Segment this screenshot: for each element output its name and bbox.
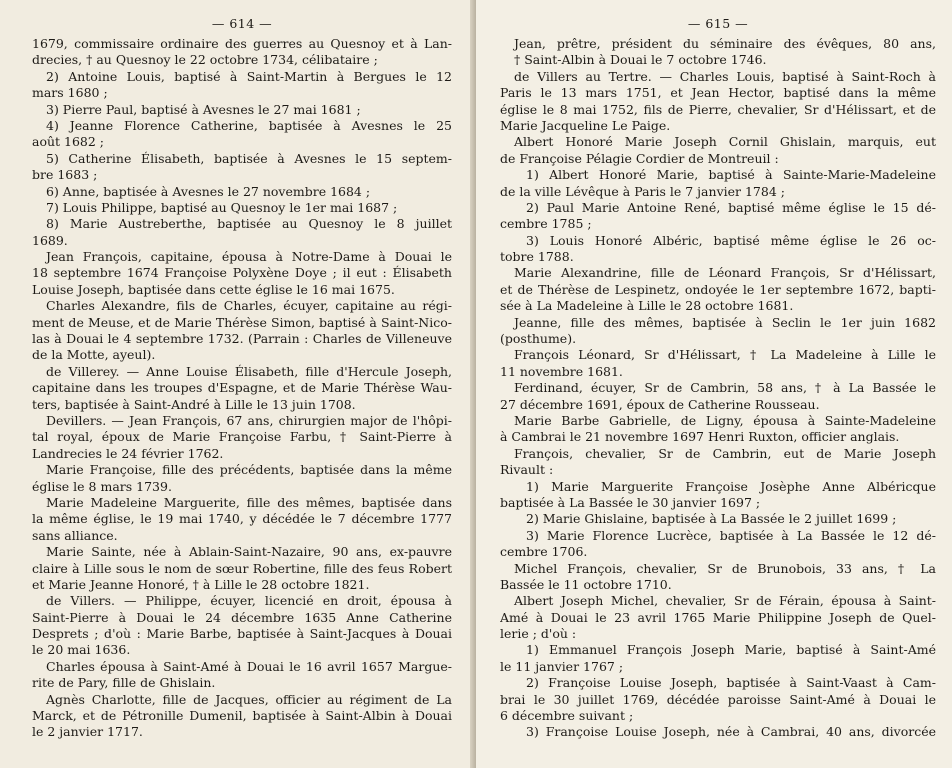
text-line: François Léonard, Sr d'Hélissart, † La Madeleine à Lille le (514, 347, 936, 363)
text-line: 6) Anne, baptisée à Avesnes le 27 novembre 1684 ; (46, 183, 371, 199)
text-body (32, 36, 452, 741)
text-line: bre 1683 ; (32, 167, 98, 183)
text-line: lerie ; d'où : (500, 626, 577, 642)
text-line: capitaine dans les troupes d'Espagne, et de Marie Thérèse Wau- (32, 380, 452, 396)
text-line: la même église, le 19 mai 1740, y décédée le 7 décembre 1777 (32, 511, 452, 527)
text-line: (posthume). (500, 331, 577, 347)
right-page (476, 0, 952, 768)
text-line: baptisée à La Bassée le 30 janvier 1697 ; (500, 494, 761, 510)
text-line: le 2 janvier 1717. (32, 724, 143, 740)
text-line: 8) Marie Austreberthe, baptisée au Quesnoy le 8 juillet (46, 216, 452, 232)
text-line: drecies, † au Quesnoy le 22 octobre 1734, célibataire ; (32, 52, 378, 68)
text-line: Amé à Douai le 23 avril 1765 Marie Philippine Joseph de Quel- (500, 609, 936, 625)
text-line: à Cambrai le 21 novembre 1697 Henri Ruxton, officier anglais. (500, 429, 900, 445)
text-line: Jeanne, fille des mêmes, baptisée à Seclin le 1er juin 1682 (514, 314, 936, 330)
page-number: — 614 — (211, 16, 273, 31)
text-line: 3) Françoise Louise Joseph, née à Cambrai, 40 ans, divorcée (526, 724, 936, 740)
text-line: Charles épousa à Saint-Amé à Douai le 16 avril 1657 Margue- (46, 658, 452, 674)
text-line: Ferdinand, écuyer, Sr de Cambrin, 58 ans, † à La Bassée le (514, 380, 936, 396)
text-line: 3) Louis Honoré Albéric, baptisé même église le 26 oc- (526, 232, 936, 248)
text-line: cembre 1706. (500, 544, 588, 560)
text-line: † Saint-Albin à Douai le 7 octobre 1746. (514, 52, 767, 68)
text-line: Marie Madeleine Marguerite, fille des mêmes, baptisée dans (46, 494, 452, 510)
text-line: 2) Paul Marie Antoine René, baptisé même église le 15 dé- (526, 199, 936, 215)
text-line: 11 novembre 1681. (500, 363, 623, 379)
text-line: tal royal, époux de Marie Françoise Farbu, † Saint-Pierre à (32, 429, 452, 445)
text-line: de Villers. — Philippe, écuyer, licencié en droit, épousa à (46, 593, 452, 609)
text-line: Louise Joseph, baptisée dans cette église le 16 mai 1675. (32, 281, 395, 297)
text-line: août 1682 ; (32, 134, 105, 150)
text-line: François, chevalier, Sr de Cambrin, eut de Marie Joseph (514, 445, 936, 461)
text-line: 7) Louis Philippe, baptisé au Quesnoy le 1er mai 1687 ; (46, 199, 398, 215)
text-line: Jean François, capitaine, épousa à Notre-Dame à Douai le (46, 249, 452, 265)
text-line: Marie Barbe Gabrielle, de Ligny, épousa à Sainte-Madeleine (514, 412, 936, 428)
text-line: las à Douai le 4 septembre 1732. (Parrain : Charles de Villeneuve (32, 331, 452, 347)
text-line: Bassée le 11 octobre 1710. (500, 576, 672, 592)
text-line: ment de Meuse, et de Marie Thérèse Simon, baptisé à Saint-Nico- (32, 314, 452, 330)
text-line: Charles Alexandre, fils de Charles, écuyer, capitaine au régi- (46, 298, 452, 314)
text-line: Michel François, chevalier, Sr de Brunobois, 33 ans, † La (514, 560, 936, 576)
text-line: église le 8 mars 1739. (32, 478, 172, 494)
text-line: et Marie Jeanne Honoré, † à Lille le 28 octobre 1821. (32, 576, 370, 592)
text-line: 2) Antoine Louis, baptisé à Saint-Martin à Bergues le 12 (46, 68, 452, 84)
text-line: Jean, prêtre, président du séminaire des évêques, 80 ans, (514, 36, 936, 51)
text-line: Marie Sainte, née à Ablain-Saint-Nazaire, 90 ans, ex-pauvre (46, 544, 452, 560)
text-line: 4) Jeanne Florence Catherine, baptisée à Avesnes le 25 (46, 117, 452, 133)
text-line: 1) Emmanuel François Joseph Marie, baptisé à Saint-Amé (526, 642, 936, 658)
text-line: cembre 1785 ; (500, 216, 592, 232)
text-line: Landrecies le 24 février 1762. (32, 445, 224, 461)
text-line: de la Motte, ayeul). (32, 347, 156, 363)
text-line: 1) Albert Honoré Marie, baptisé à Sainte-Marie-Madeleine (526, 167, 936, 183)
text-line: 18 septembre 1674 Françoise Polyxène Doye ; il eut : Élisabeth (32, 265, 452, 281)
text-line: Desprets ; d'où : Marie Barbe, baptisée à Saint-Jacques à Douai (32, 626, 452, 642)
text-line: de Françoise Pélagie Cordier de Montreuil : (500, 150, 779, 166)
text-line: 3) Pierre Paul, baptisé à Avesnes le 27 mai 1681 ; (46, 101, 361, 117)
text-line: Albert Joseph Michel, chevalier, Sr de Férain, épousa à Saint- (514, 593, 936, 609)
text-line: 1) Marie Marguerite Françoise Josèphe Anne Albéricque (526, 478, 936, 494)
text-line: mars 1680 ; (32, 85, 108, 101)
text-line: et de Thérèse de Lespinetz, ondoyée le 1er septembre 1672, bapti- (500, 281, 936, 297)
text-line: 3) Marie Florence Lucrèce, baptisée à La Bassée le 12 dé- (526, 527, 936, 543)
text-line: 5) Catherine Élisabeth, baptisée à Avesnes le 15 septem- (46, 150, 452, 166)
text-line: Marie Jacqueline Le Paige. (500, 117, 671, 133)
text-line: de la ville Lévêque à Paris le 7 janvier 1784 ; (500, 183, 785, 199)
text-line: brai le 30 juillet 1769, décédée paroisse Saint-Amé à Douai le (500, 691, 936, 707)
text-line: Marie Alexandrine, fille de Léonard François, Sr d'Hélissart, (514, 265, 936, 281)
text-line: Marie Françoise, fille des précédents, baptisée dans la même (46, 462, 452, 478)
text-line: 2) Françoise Louise Joseph, baptisée à Saint-Vaast à Cam- (526, 675, 936, 691)
text-line: Saint-Pierre à Douai le 24 décembre 1635 Anne Catherine (32, 609, 452, 625)
text-line: Marck, et de Pétronille Dumenil, baptisée à Saint-Albin à Douai (32, 708, 452, 724)
text-line: église le 8 mai 1752, fils de Pierre, chevalier, Sr d'Hélissart, et de (500, 101, 936, 117)
text-line: Paris le 13 mars 1751, et Jean Hector, baptisé dans la même (500, 85, 936, 101)
text-line: sans alliance. (32, 527, 118, 543)
text-line: ters, baptisée à Saint-André à Lille le 13 juin 1708. (32, 396, 356, 412)
text-line: 27 décembre 1691, époux de Catherine Rousseau. (500, 396, 820, 412)
text-body (500, 36, 936, 741)
page-number: — 615 — (687, 16, 749, 31)
text-line: Rivault : (500, 462, 554, 478)
text-line: Agnès Charlotte, fille de Jacques, officier au régiment de La (46, 691, 452, 707)
text-line: le 20 mai 1636. (32, 642, 131, 658)
text-line: Devillers. — Jean François, 67 ans, chirurgien major de l'hôpi- (46, 412, 452, 428)
text-line: 2) Marie Ghislaine, baptisée à La Bassée le 2 juillet 1699 ; (526, 511, 897, 527)
text-line: sée à La Madeleine à Lille le 28 octobre 1681. (500, 298, 794, 314)
text-line: tobre 1788. (500, 249, 574, 265)
text-line: de Villerey. — Anne Louise Élisabeth, fille d'Hercule Joseph, (46, 363, 452, 379)
text-line: 1689. (32, 232, 68, 248)
text-line: le 11 janvier 1767 ; (500, 658, 624, 674)
text-line: 1679, commissaire ordinaire des guerres au Quesnoy et à Lan- (32, 36, 452, 51)
text-line: de Villers au Tertre. — Charles Louis, baptisé à Saint-Roch à (514, 68, 936, 84)
text-line: rite de Pary, fille de Ghislain. (32, 675, 216, 691)
text-line: claire à Lille sous le nom de sœur Robertine, fille des feus Robert (32, 560, 452, 576)
text-line: Albert Honoré Marie Joseph Cornil Ghislain, marquis, eut (514, 134, 936, 150)
text-line: 6 décembre suivant ; (500, 708, 634, 724)
